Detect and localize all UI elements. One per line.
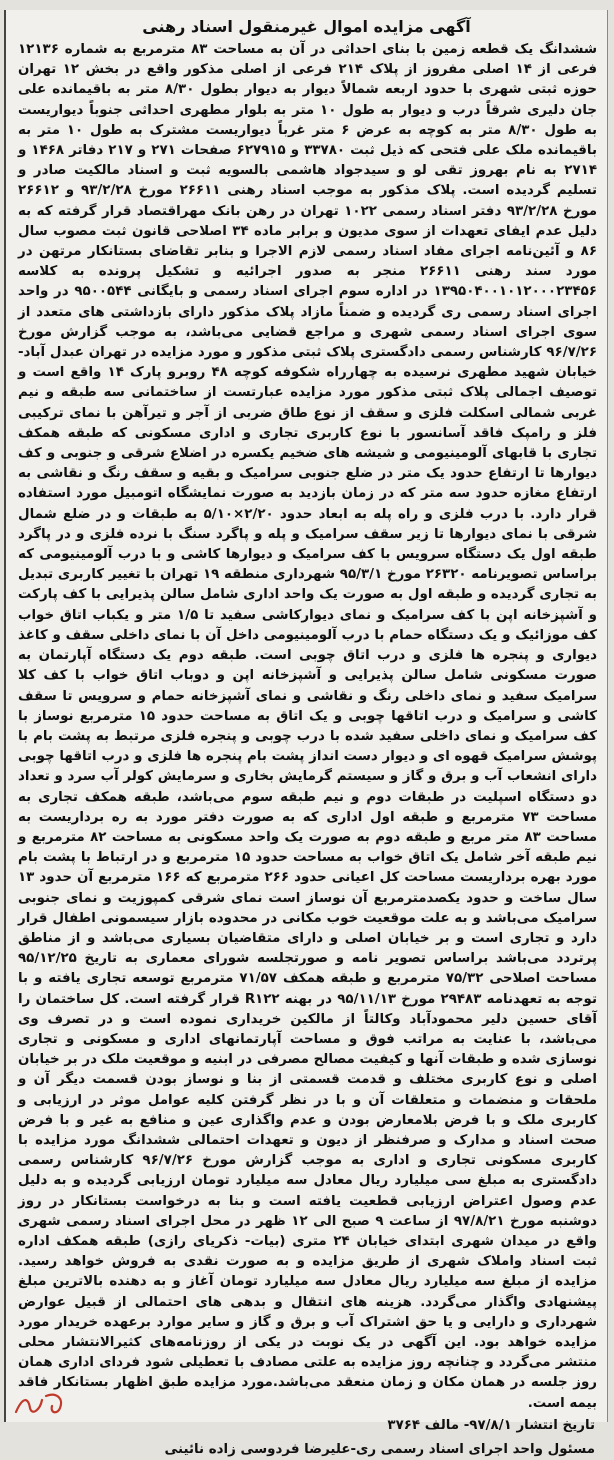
notice-body-text: ششدانگ یک قطعه زمین با بنای احداثی در آن به مساحت ۸۳ مترمربع به شماره ۱۲۱۳۶ فرعی از ۱۴ اصلی مفروز از پلاک ۲۱۴ فرعی از اصلی مذکور واقع در بخش ۱۲ تهران حوزه ثبتی شهری با حدود اربعه شمالاً دیوار به دیوار بطول ۸/۳۰ متر به باقیمانده علی جان دلیری شرقاً درب و دیوار به طول ۱۰ متر به بلوار مطهری احداثی جنوباً دیواریست به طول ۸/۳۰ متر به کوچه به عرض ۶ متر غرباً دیواریست مشترک به طول ۱۰ متر به باقیمانده ملک علی فتحی که ذیل ثبت ۳۳۷۸۰ و ۶۲۷۹۱۵ صفحات ۲۷۱ و ۲۱۷ دفاتر ۱۴۶۸ و ۲۷۱۴ به نام بهروز تقی لو و سیدجواد هاشمی بالسویه ثبت و اسناد مالکیت صادر و تسلیم گردیده است. پلاک مذکور به موجب اسناد رهنی ۲۶۶۱۱ مورخ ۹۳/۲/۲۸ و ۲۶۶۱۲ مورخ ۹۳/۲/۲۸ دفتر اسناد رسمی ۱۰۲۲ تهران در رهن بانک مهراقتصاد قرار گرفته که به دلیل عدم ایفای تعهدات از سوی مدیون و برابر ماده ۳۴ اصلاحی قانون ثبت مصوب سال ۸۶ و آئین‌نامه اجرای مفاد اسناد رسمی لازم الاجرا و بنابر تقاضای بستانکار مرتهن در مورد سند رهنی ۲۶۶۱۱ منجر به صدور اجرائیه و تشکیل پرونده به کلاسه ۱۳۹۵۰۴۰۰۱۰۱۲۰۰۰۲۳۴۵۶ در اداره سوم اجرای اسناد رسمی و بایگانی ۹۵۰۰۵۴۴ در واحد اجرای اسناد رسمی ری گردیده و ضمناً مازاد پلاک مذکور دارای بازداشتی های متعدد از سوی اجرای اسناد رسمی شهری و مراجع قضایی می‌باشد، به موجب گزارش مورخ ۹۶/۷/۲۶ کارشناس رسمی دادگستری پلاک ثبتی مذکور و مورد مزایده در تهران عبدل آباد-خیابان شهید مطهری نرسیده به چهارراه شکوفه کوچه ۴۸ روبرو پارک ۱۴ واقع است و توصیف اجمالی پلاک ثبتی مذکور مورد مزایده عبارتست از ساختمانی سه طبقه و نیم غربی شمالی اسکلت فلزی و سقف از نوع طاق ضربی از آجر و تیرآهن با نمای ترکیبی فلز و رامپک فاقد آسانسور با نوع کاربری تجاری و اداری مسکونی که طبقه همکف تجاری با قابهای آلومینیومی و شیشه های ضخیم یکسره در اضلاع شرقی و جنوبی و کف دیوارها تا ارتفاع حدود یک متر در ضلع جنوبی سرامیک و بقیه و سقف رنگ و نقاشی به ارتفاع مغازه حدود سه متر که در زمان بازدید به صورت نمایشگاه اتومبیل مورد استفاده قرار دارد. با درب فلزی و راه پله به ابعاد حدود ۲/۲۰×۵/۱۰ به طبقات و در ضلع شمال شرقی با نمای دیوارها تا زیر سقف سرامیک و پله و پاگرد سنگ با نرده فلزی و در پاگرد طبقه اول یک دستگاه سرویس با کف سرامیک و دیوارها کاشی و با درب آلومینیومی که براساس تصویرنامه ۲۶۳۲۰ مورخ ۹۵/۳/۱ شهرداری منطقه ۱۹ تهران با تغییر کاربری تبدیل به تجاری گردیده و طبقه اول به صورت یک واحد اداری شامل سالن پذیرایی با کف پارکت و آشپزخانه اپن با کف سرامیک و نمای دیوارکاشی سفید تا ۱/۵ متر و یکباب اتاق خواب کف موزائیک و یک دستگاه حمام با درب آلومینیومی داخل آن با نمای داخلی سقف و کاغذ دیواری و پنجره ها فلزی و درب اتاق چوبی است. طبقه دوم یک دستگاه آپارتمان به صورت مسکونی شامل سالن پذیرایی و آشپزخانه اپن و دوباب اتاق خواب با کف کلا سرامیک سفید و نمای داخلی رنگ و نقاشی و نمای آشپزخانه حمام و سرویس تا سقف کاشی و سرامیک و درب اتاقها چوبی و یک اتاق به مساحت حدود ۱۵ مترمربع نوساز با کف سرامیک و نمای داخلی سفید شده با درب چوبی و پنجره فلزی مرتبط به پشت بام با پوشش سرامیک قهوه ای و دیوار دست انداز پشت بام پنجره ها فلزی و درب اتاقها چوبی دارای انشعاب آب و برق و گاز و سیستم گرمایش بخاری و سرمایش کولر آب سرد و تعداد دو دستگاه اسپلیت در طبقات دوم و نیم طبقه سوم می‌باشد، طبقه همکف تجاری به مساحت ۷۳ مترمربع و طبقه اول اداری که به صورت دفتر مورد به ره برداریست به مساحت ۸۳ متر مربع و طبقه دوم به صورت یک واحد مسکونی به مساحت ۸۲ مترمربع و نیم طبقه آخر شامل یک اتاق خواب به مساحت حدود ۱۵ مترمربع و در ارتباط با پشت بام مورد بهره برداریست مساحت کل اعیانی حدود ۲۶۶ مترمربع که ۱۶۶ مترمربع آن حدود ۱۳ سال ساخت و حدود یکصدمترمربع آن نوساز است نمای شرقی کمپوزیت و نمای جنوبی سرامیک می‌باشد و به علت موقعیت خوب مکانی در محدوده بازار سیسمونی اطفال قرار دارد و تجاری است و بر خیابان اصلی و دارای متقاضیان بسیاری می‌باشد و از مناطق پرتردد می‌باشد براساس تصویر نامه و صورتجلسه شورای معماری به تاریخ ۹۵/۱۲/۲۵ مساحت اصلاحی ۷۵/۳۲ مترمربع و طبقه همکف ۷۱/۵۷ مترمربع توسعه تجاری یافته و با توجه به تعهدنامه ۲۹۴۸۳ مورخ ۹۵/۱۱/۱۳ در بهنه R۱۲۲ قرار گرفته است. کل ساختمان را آقای حسین دلیر محمودآباد وکالتاً از مالکین خریداری نموده است و در تصرف وی می‌باشد، با عنایت به مراتب فوق و مساحت آپارتمانهای اداری و مسکونی و تجاری نوسازی شده و طبقات آنها و کیفیت مصالح مصرفی در ابنیه و موقعیت ملک در بر خیابان اصلی و نوع کاربری مختلف و قدمت قسمتی از بنا و نوساز بودن قسمت دیگر آن و ملحقات و منضمات و متعلقات آن و با در نظر گرفتن کلیه عوامل موثر در ارزیابی و کاربری ملک و با فرض بلامعارض بودن و عدم واگذاری عین و منافع به غیر و با فرض صحت اسناد و مدارک و صرفنظر از دیون و تعهدات احتمالی ششدانگ مورد مزایده با کاربری مسکونی تجاری و اداری به موجب گزارش مورخ ۹۶/۷/۲۶ کارشناس رسمی دادگستری به مبلغ سی میلیارد ریال معادل سه میلیارد تومان ارزیابی گردیده و به دلیل عدم وصول اعتراض ارزیابی قطعیت یافته است و بنا به درخواست بستانکار در روز دوشنبه مورخ ۹۷/۸/۲۱ از ساعت ۹ صبح الی ۱۲ ظهر در محل اجرای اسناد رسمی شهری واقع در میدان شهری ابتدای خیابان ۲۴ متری (بیات- ذکریای رازی) طبقه همکف اداره ثبت اسناد واملاک شهری از طریق مزایده و به صورت نقدی به فروش خواهد رسید. مزایده از مبلغ سه میلیارد ریال معادل سه میلیارد تومان آغاز و به دهنده بالاترین مبلغ پیشنهادی واگذار می‌گردد. هزینه های انتقال و بدهی های احتمالی از قبیل عوارض شهرداری و دارایی و یا حق اشتراک آب و برق و گاز و سایر موارد برعهده خریدار مورد مزایده خواهد بود. این آگهی در یک نوبت در یکی از روزنامه‌های کثیرالانتشار محلی منتشر می‌گردد و چنانچه روز مزایده به علتی مصادف با تعطیلی شود فردای اداری همان روز جلسه در همان مکان و زمان منعقد می‌باشد.مورد مزایده طبق اظهار بستانکار فاقد بیمه است. [18,42,598,1411]
notice-title: آگهی مزایده اموال غیرمنقول اسناد رهنی [142,17,471,36]
publish-date-line: تاریخ انتشار ۹۷/۸/۱- مالف ۳۷۶۴ [387,1417,595,1433]
signature-line: مسئول واحد اجرای اسناد رسمی ری-علیرضا فردوسی زاده نائینی [164,1441,595,1457]
notice-body [18,40,597,1414]
notice-page [4,10,608,1457]
handwritten-mark-icon [12,1390,72,1418]
